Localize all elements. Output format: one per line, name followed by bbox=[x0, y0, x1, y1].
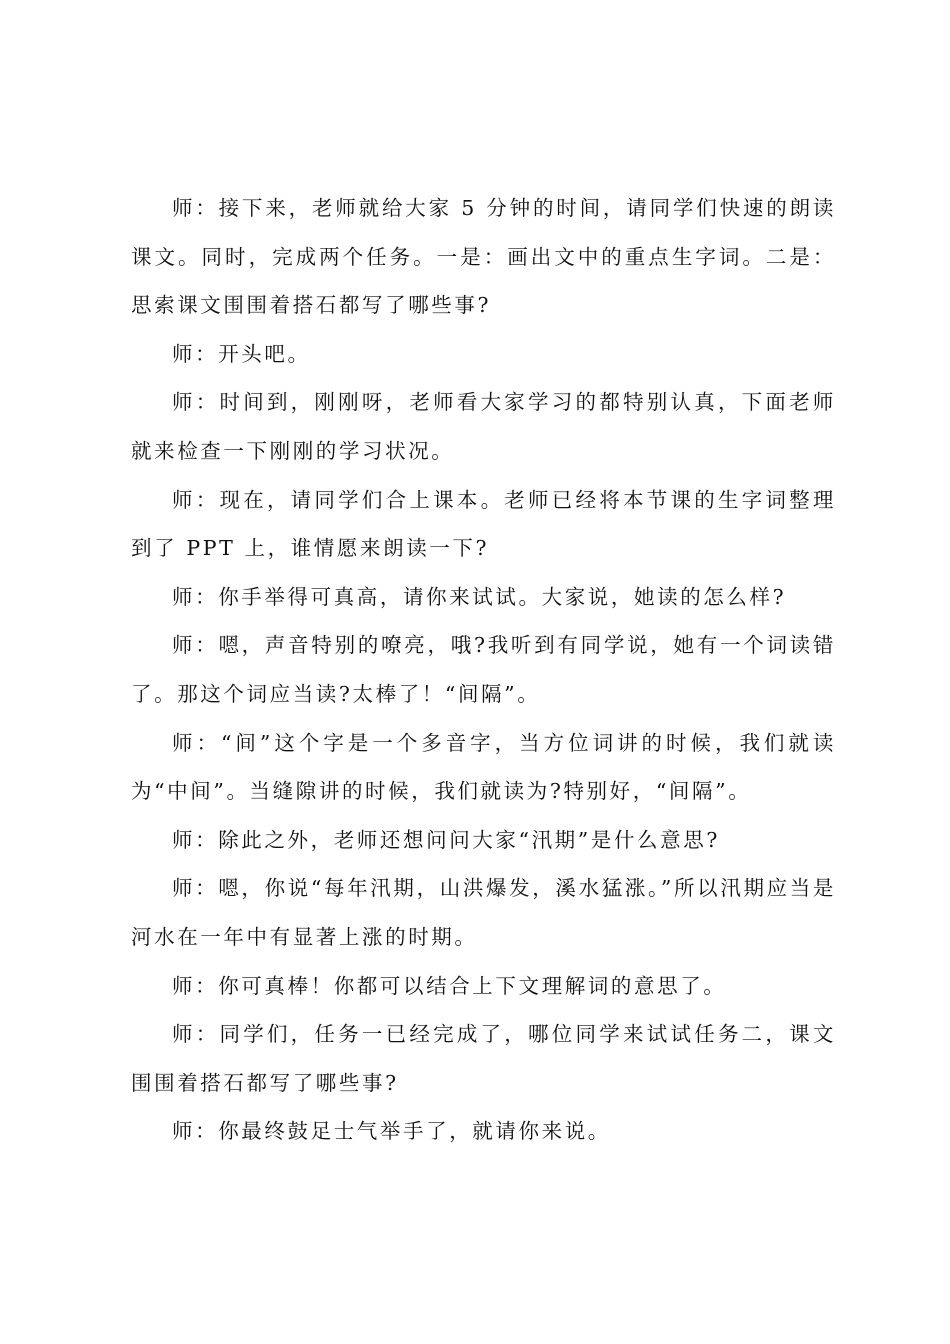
document-body bbox=[131, 184, 836, 1156]
paragraph: 师：你手举得可真高，请你来试试。大家说，她读的怎么样? bbox=[172, 584, 787, 609]
paragraph: 师：接下来，老师就给大家 5 分钟的时间，请同学们快速的朗读课文。同时，完成两个任务。一是：画出文中的重点生字词。二是：思索课文围围着搭石都写了哪些事? bbox=[131, 196, 836, 318]
paragraph: 师：时间到，刚刚呀，老师看大家学习的都特别认真，下面老师就来检查一下刚刚的学习状况。 bbox=[131, 390, 836, 463]
paragraph: 师：你最终鼓足士气举手了，就请你来说。 bbox=[172, 1119, 611, 1144]
paragraph: 师：除此之外，老师还想问问大家“汛期”是什么意思? bbox=[172, 827, 720, 852]
paragraph: 师：同学们，任务一已经完成了，哪位同学来试试任务二，课文围围着搭石都写了哪些事? bbox=[131, 1022, 836, 1095]
paragraph: 师：开头吧。 bbox=[172, 341, 311, 366]
paragraph: 师：现在，请同学们合上课本。老师已经将本节课的生字词整理到了 PPT 上，谁情愿来朗读一下? bbox=[131, 487, 836, 561]
paragraph: 师：嗯，声音特别的嘹亮，哦?我听到有同学说，她有一个词读错了。那这个词应当读?太棒了！“间隔”。 bbox=[131, 633, 836, 706]
paragraph: 师：嗯，你说“每年汛期，山洪爆发，溪水猛涨。”所以汛期应当是河水在一年中有显著上涨的时期。 bbox=[131, 876, 836, 949]
paragraph: 师：你可真棒！你都可以结合上下文理解词的意思了。 bbox=[172, 973, 727, 998]
paragraph: 师：“间”这个字是一个多音字，当方位词讲的时候，我们就读为“中间”。当缝隙讲的时候，我们就读为?特别好，“间隔”。 bbox=[131, 730, 836, 804]
